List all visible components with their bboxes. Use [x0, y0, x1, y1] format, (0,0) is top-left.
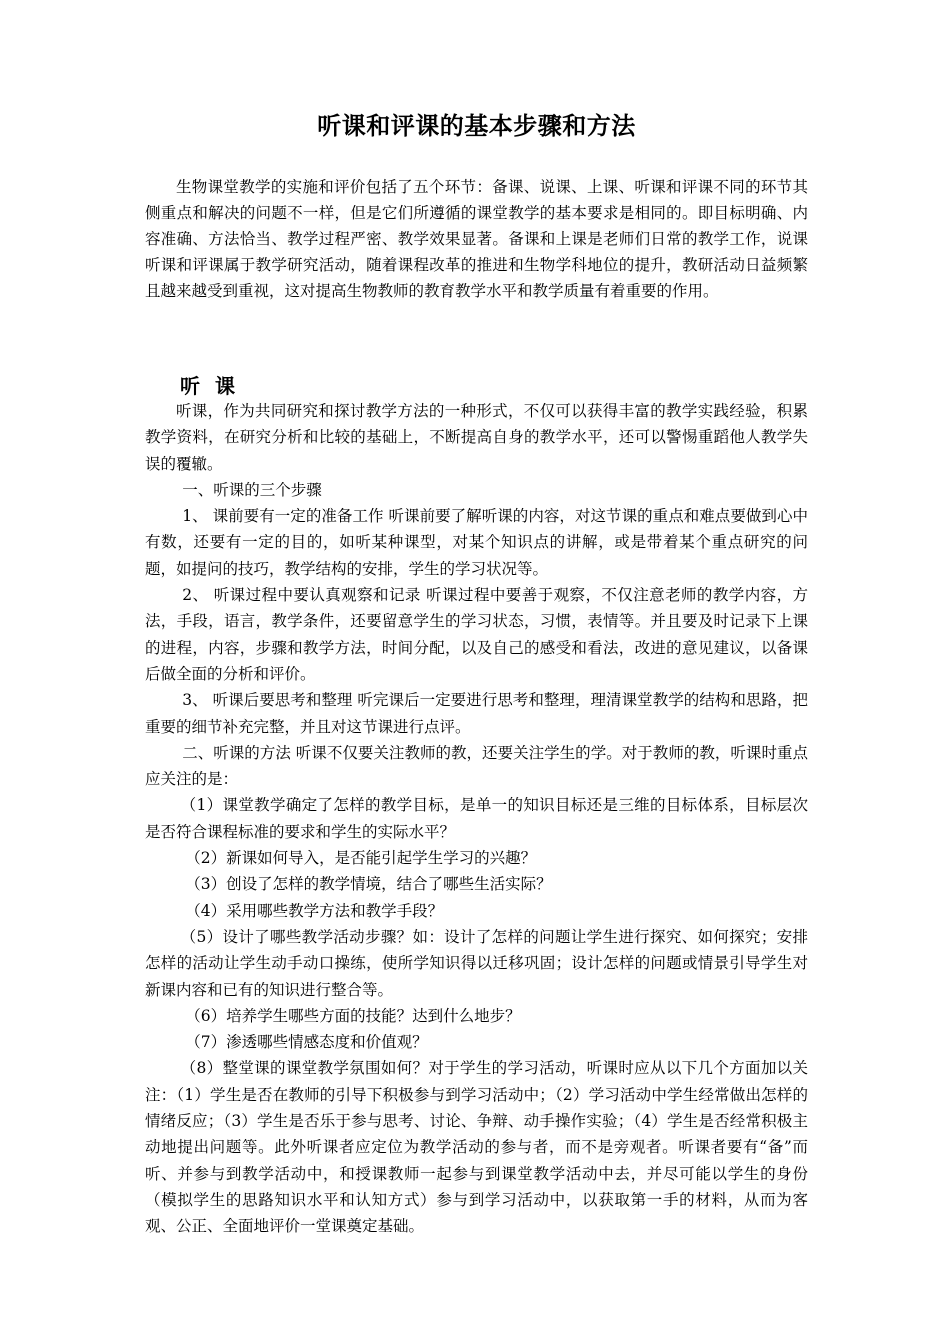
paragraph-methods: 二、听课的方法 听课不仅要关注教师的教，还要关注学生的学。对于教师的教，听课时重点应关注的是： [145, 743, 808, 789]
list-item-8: （8）整堂课的课堂教学氛围如何？对于学生的学习活动，听课时应从以下几个方面加以关注：（1）学生是否在教师的引导下积极参与到学习活动中；（2）学习活动中学生经常做出怎样的情绪反应；（3）学生是否乐于参与思考、讨论、争辩、动手操作实验；（4）学生是否经常积极主动地提出问题等。此外听课者应定位为教学活动的参与者，而不是旁观者。听课者要有“备”而听、并参与到教学活动中，和授课教师一起参与到课堂教学活动中去，并尽可能以学生的身份（模拟学生的思路知识水平和认知方式）参与到学习活动中，以获取第一手的材料，从而为客观、公正、全面地评价一堂课奠定基础。 [145, 1059, 808, 1236]
paragraph-step-1: 1、 课前要有一定的准备工作 听课前要了解听课的内容，对这节课的重点和难点要做到心中有数，还要有一定的目的，如听某种课型，对某个知识点的讲解，或是带着某个重点研究的问题，如提问的技巧，教学结构的安排，学生的学习状况等。 [145, 507, 808, 578]
paragraph-listening-intro: 听课，作为共同研究和探讨教学方法的一种形式，不仅可以获得丰富的教学实践经验，积累教学资料，在研究分析和比较的基础上，不断提高自身的教学水平，还可以警惕重蹈他人教学失误的覆辙。 [145, 402, 808, 473]
document-title: 听课和评课的基本步骤和方法 [317, 112, 636, 140]
list-item-2: （2）新课如何导入，是否能引起学生学习的兴趣？ [185, 849, 537, 868]
paragraph-step-2: 2、 听课过程中要认真观察和记录 听课过程中要善于观察，不仅注意老师的教学内容，方法，手段，语言，教学条件，还要留意学生的学习状态，习惯，表情等。并且要及时记录下上课的进程，内容，步骤和教学方法，时间分配，以及自己的感受和看法，改进的意见建议，以备课后做全面的分析和评价。 [145, 586, 808, 683]
paragraph-step-3: 3、 听课后要思考和整理 听完课后一定要进行思考和整理，理清课堂教学的结构和思路，把重要的细节补充完整，并且对这节课进行点评。 [145, 691, 808, 736]
list-item-1: （1）课堂教学确定了怎样的教学目标，是单一的知识目标还是三维的目标体系，目标层次是否符合课程标准的要求和学生的实际水平？ [145, 796, 808, 841]
list-item-7: （7）渗透哪些情感态度和价值观？ [185, 1033, 428, 1052]
list-item-6: （6）培养学生哪些方面的技能？达到什么地步？ [185, 1006, 521, 1025]
section-body [145, 398, 808, 1240]
list-item-4: （4）采用哪些教学方法和教学手段？ [185, 901, 444, 920]
list-item-3: （3）创设了怎样的教学情境，结合了哪些生活实际？ [185, 875, 552, 894]
intro-paragraph: 生物课堂教学的实施和评价包括了五个环节：备课、说课、上课、听课和评课不同的环节其侧重点和解决的问题不一样，但是它们所遵循的课堂教学的基本要求是相同的。即目标明确、内容准确、方法恰当、教学过程严密、教学效果显著。备课和上课是老师们日常的教学工作，说课听课和评课属于教学研究活动，随着课程改革的推进和生物学科地位的提升，教研活动日益频繁且越来越受到重视，这对提高生物教师的教育教学水平和教学质量有着重要的作用。 [145, 178, 808, 300]
subheading-three-steps: 一、听课的三个步骤 [182, 480, 322, 499]
list-item-5: （5）设计了哪些教学活动步骤？如：设计了怎样的问题让学生进行探究、如何探究；安排怎样的活动让学生动手动口操练，使所学知识得以迁移巩固；设计怎样的问题或情景引导学生对新课内容和已有的知识进行整合等。 [145, 927, 808, 999]
section-heading-listening: 听 课 [180, 374, 239, 398]
